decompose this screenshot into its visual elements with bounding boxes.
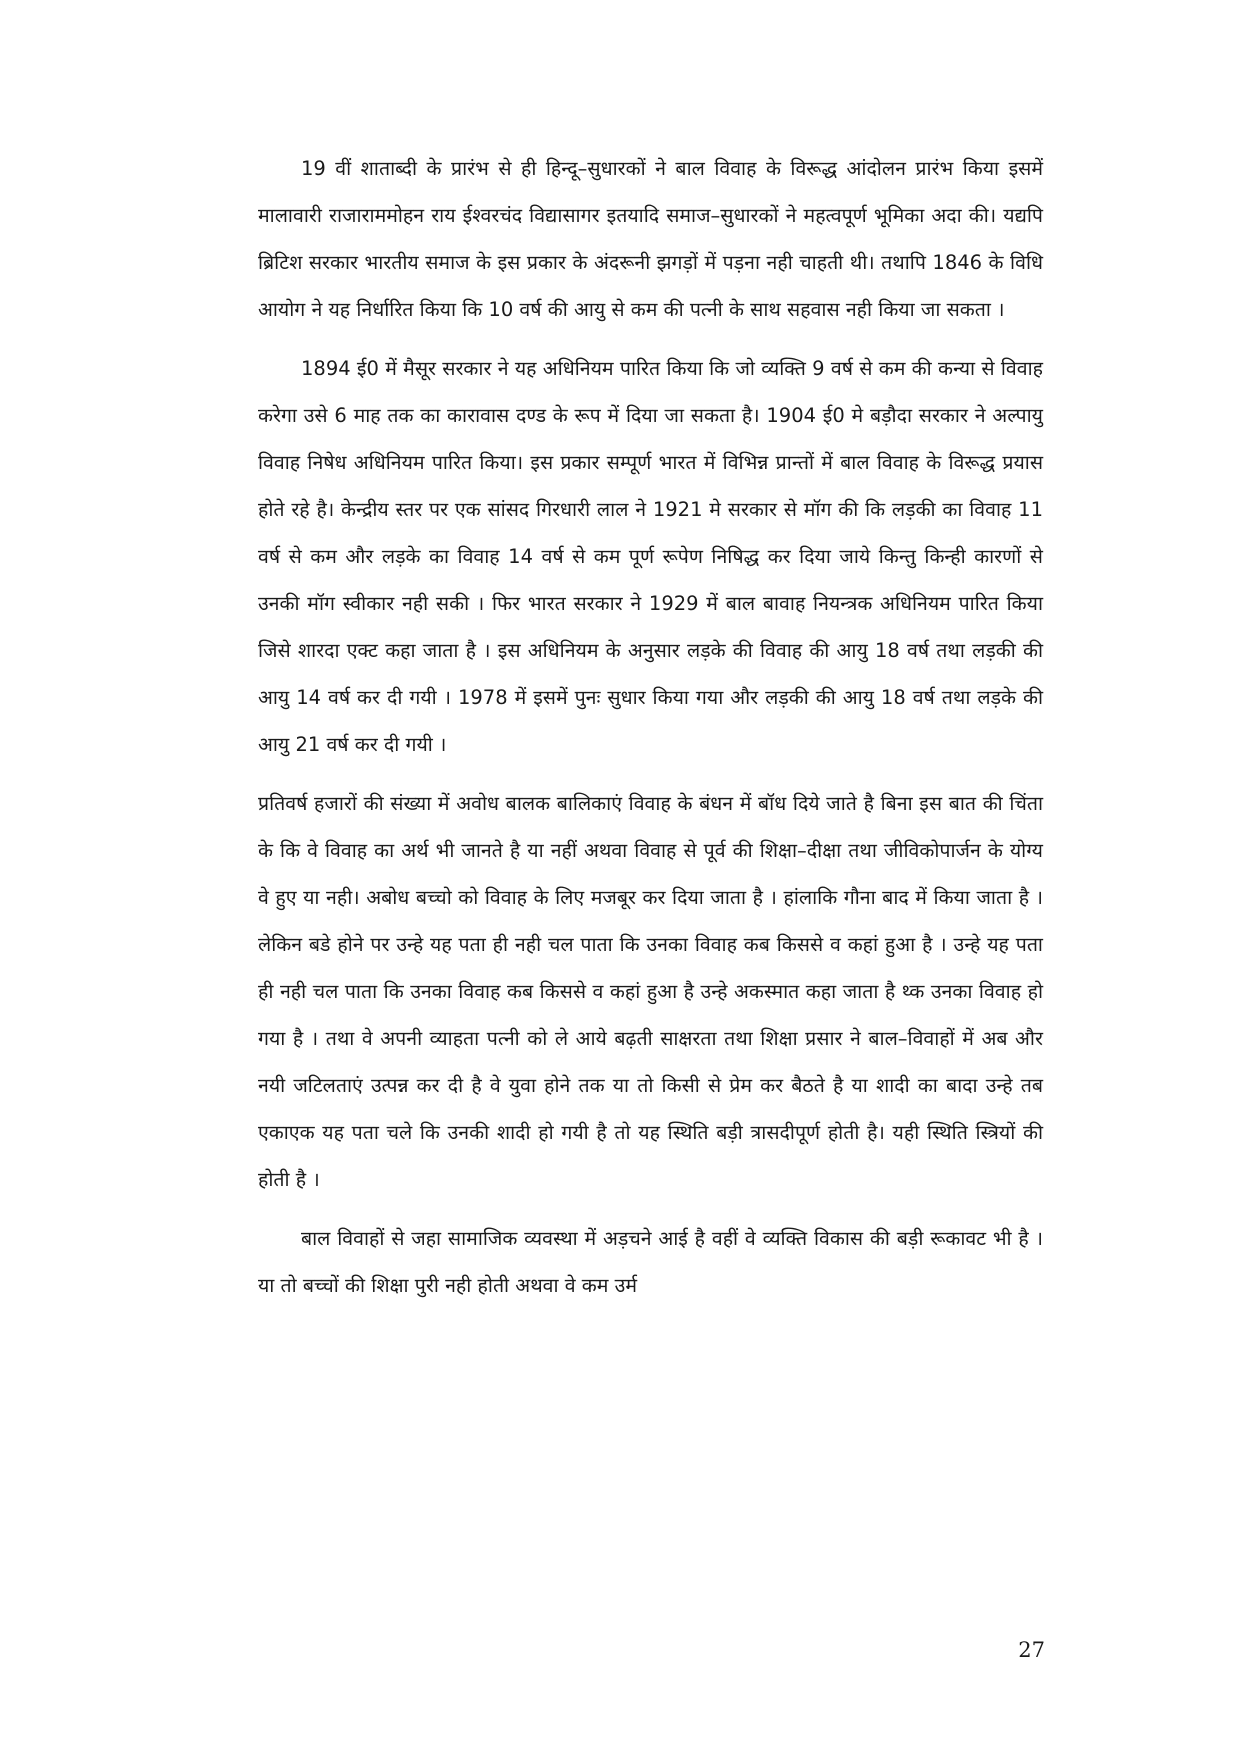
paragraph-1: 19 वीं शाताब्दी के प्रारंभ से ही हिन्दू–सुधारकों ने बाल विवाह के विरूद्ध आंदोलन प्रारंभ किया इसमें मालावारी राजाराममोहन राय ईश्वरचंद विद्यासागर इतयादि समाज–सुधारकों ने महत्वपूर्ण भूमिका अदा की। यद्यपि ब्रिटिश सरकार भारतीय समाज के इस प्रकार के अंदरूनी झगड़ों में पड़ना नही चाहती थी। तथापि 1846 के विधि आयोग ने यह निर्धारित किया कि 10 वर्ष की आयु से कम की पत्नी के साथ सहवास नही किया जा सकता ।: [258, 157, 1043, 321]
paragraph-4: बाल विवाहों से जहा सामाजिक व्यवस्था में अड़चने आई है वहीं वे व्यक्ति विकास की बड़ी रूकावट भी है । या तो बच्चों की शिक्षा पुरी नही होती अथवा वे कम उर्म: [258, 1227, 1043, 1297]
body-text: [258, 145, 1043, 1321]
paragraph-3: प्रतिवर्ष हजारों की संख्या में अवोध बालक बालिकाएं विवाह के बंधन में बॉध दिये जाते है बिना इस बात की चिंता के कि वे विवाह का अर्थ भी जानते है या नहीं अथवा विवाह से पूर्व की शिक्षा–दीक्षा तथा जीविकोपार्जन के योग्य वे हुए या नही। अबोध बच्चो को विवाह के लिए मजबूर कर दिया जाता है । हांलाकि गौना बाद में किया जाता है ।लेकिन बडे होने पर उन्हे यह पता ही नही चल पाता कि उनका विवाह कब किससे व कहां हुआ है । उन्हे यह पता ही नही चल पाता कि उनका विवाह कब किससे व कहां हुआ है उन्हे अकस्मात कहा जाता है थ्क उनका विवाह हो गया है । तथा वे अपनी व्याहता पत्नी को ले आये बढ़ती साक्षरता तथा शिक्षा प्रसार ने बाल–विवाहों में अब और नयी जटिलताएं उत्पन्न कर दी है वे युवा होने तक या तो किसी से प्रेम कर बैठते है या शादी का बादा उन्हे तब एकाएक यह पता चले कि उनकी शादी हो गयी है तो यह स्थिति बड़ी त्रासदीपूर्ण होती है। यही स्थिति स्त्रियों की होती है ।: [258, 792, 1043, 1191]
paragraph-2: 1894 ई0 में मैसूर सरकार ने यह अधिनियम पारित किया कि जो व्यक्ति 9 वर्ष से कम की कन्या से विवाह करेगा उसे 6 माह तक का कारावास दण्ड के रूप में दिया जा सकता है। 1904 ई0 मे बड़ौदा सरकार ने अल्पायु विवाह निषेध अधिनियम पारित किया। इस प्रकार सम्पूर्ण भारत में विभिन्न प्रान्तों में बाल विवाह के विरूद्ध प्रयास होते रहे है। केन्द्रीय स्तर पर एक सांसद गिरधारी लाल ने 1921 मे सरकार से मॉग की कि लड़की का विवाह 11 वर्ष से कम और लड़के का विवाह 14 वर्ष से कम पूर्ण रूपेण निषिद्ध कर दिया जाये किन्तु किन्ही कारणों से उनकी मॉग स्वीकार नही सकी । फिर भारत सरकार ने 1929 में बाल बावाह नियन्त्रक अधिनियम पारित किया जिसे शारदा एक्ट कहा जाता है । इस अधिनियम के अनुसार लड़के की विवाह की आयु 18 वर्ष तथा लड़की की आयु 14 वर्ष कर दी गयी । 1978 में इसमें पुनः सुधार किया गया और लड़की की आयु 18 वर्ष तथा लड़के की आयु 21 वर्ष कर दी गयी ।: [258, 357, 1043, 756]
page-number: 27: [1018, 1638, 1045, 1662]
